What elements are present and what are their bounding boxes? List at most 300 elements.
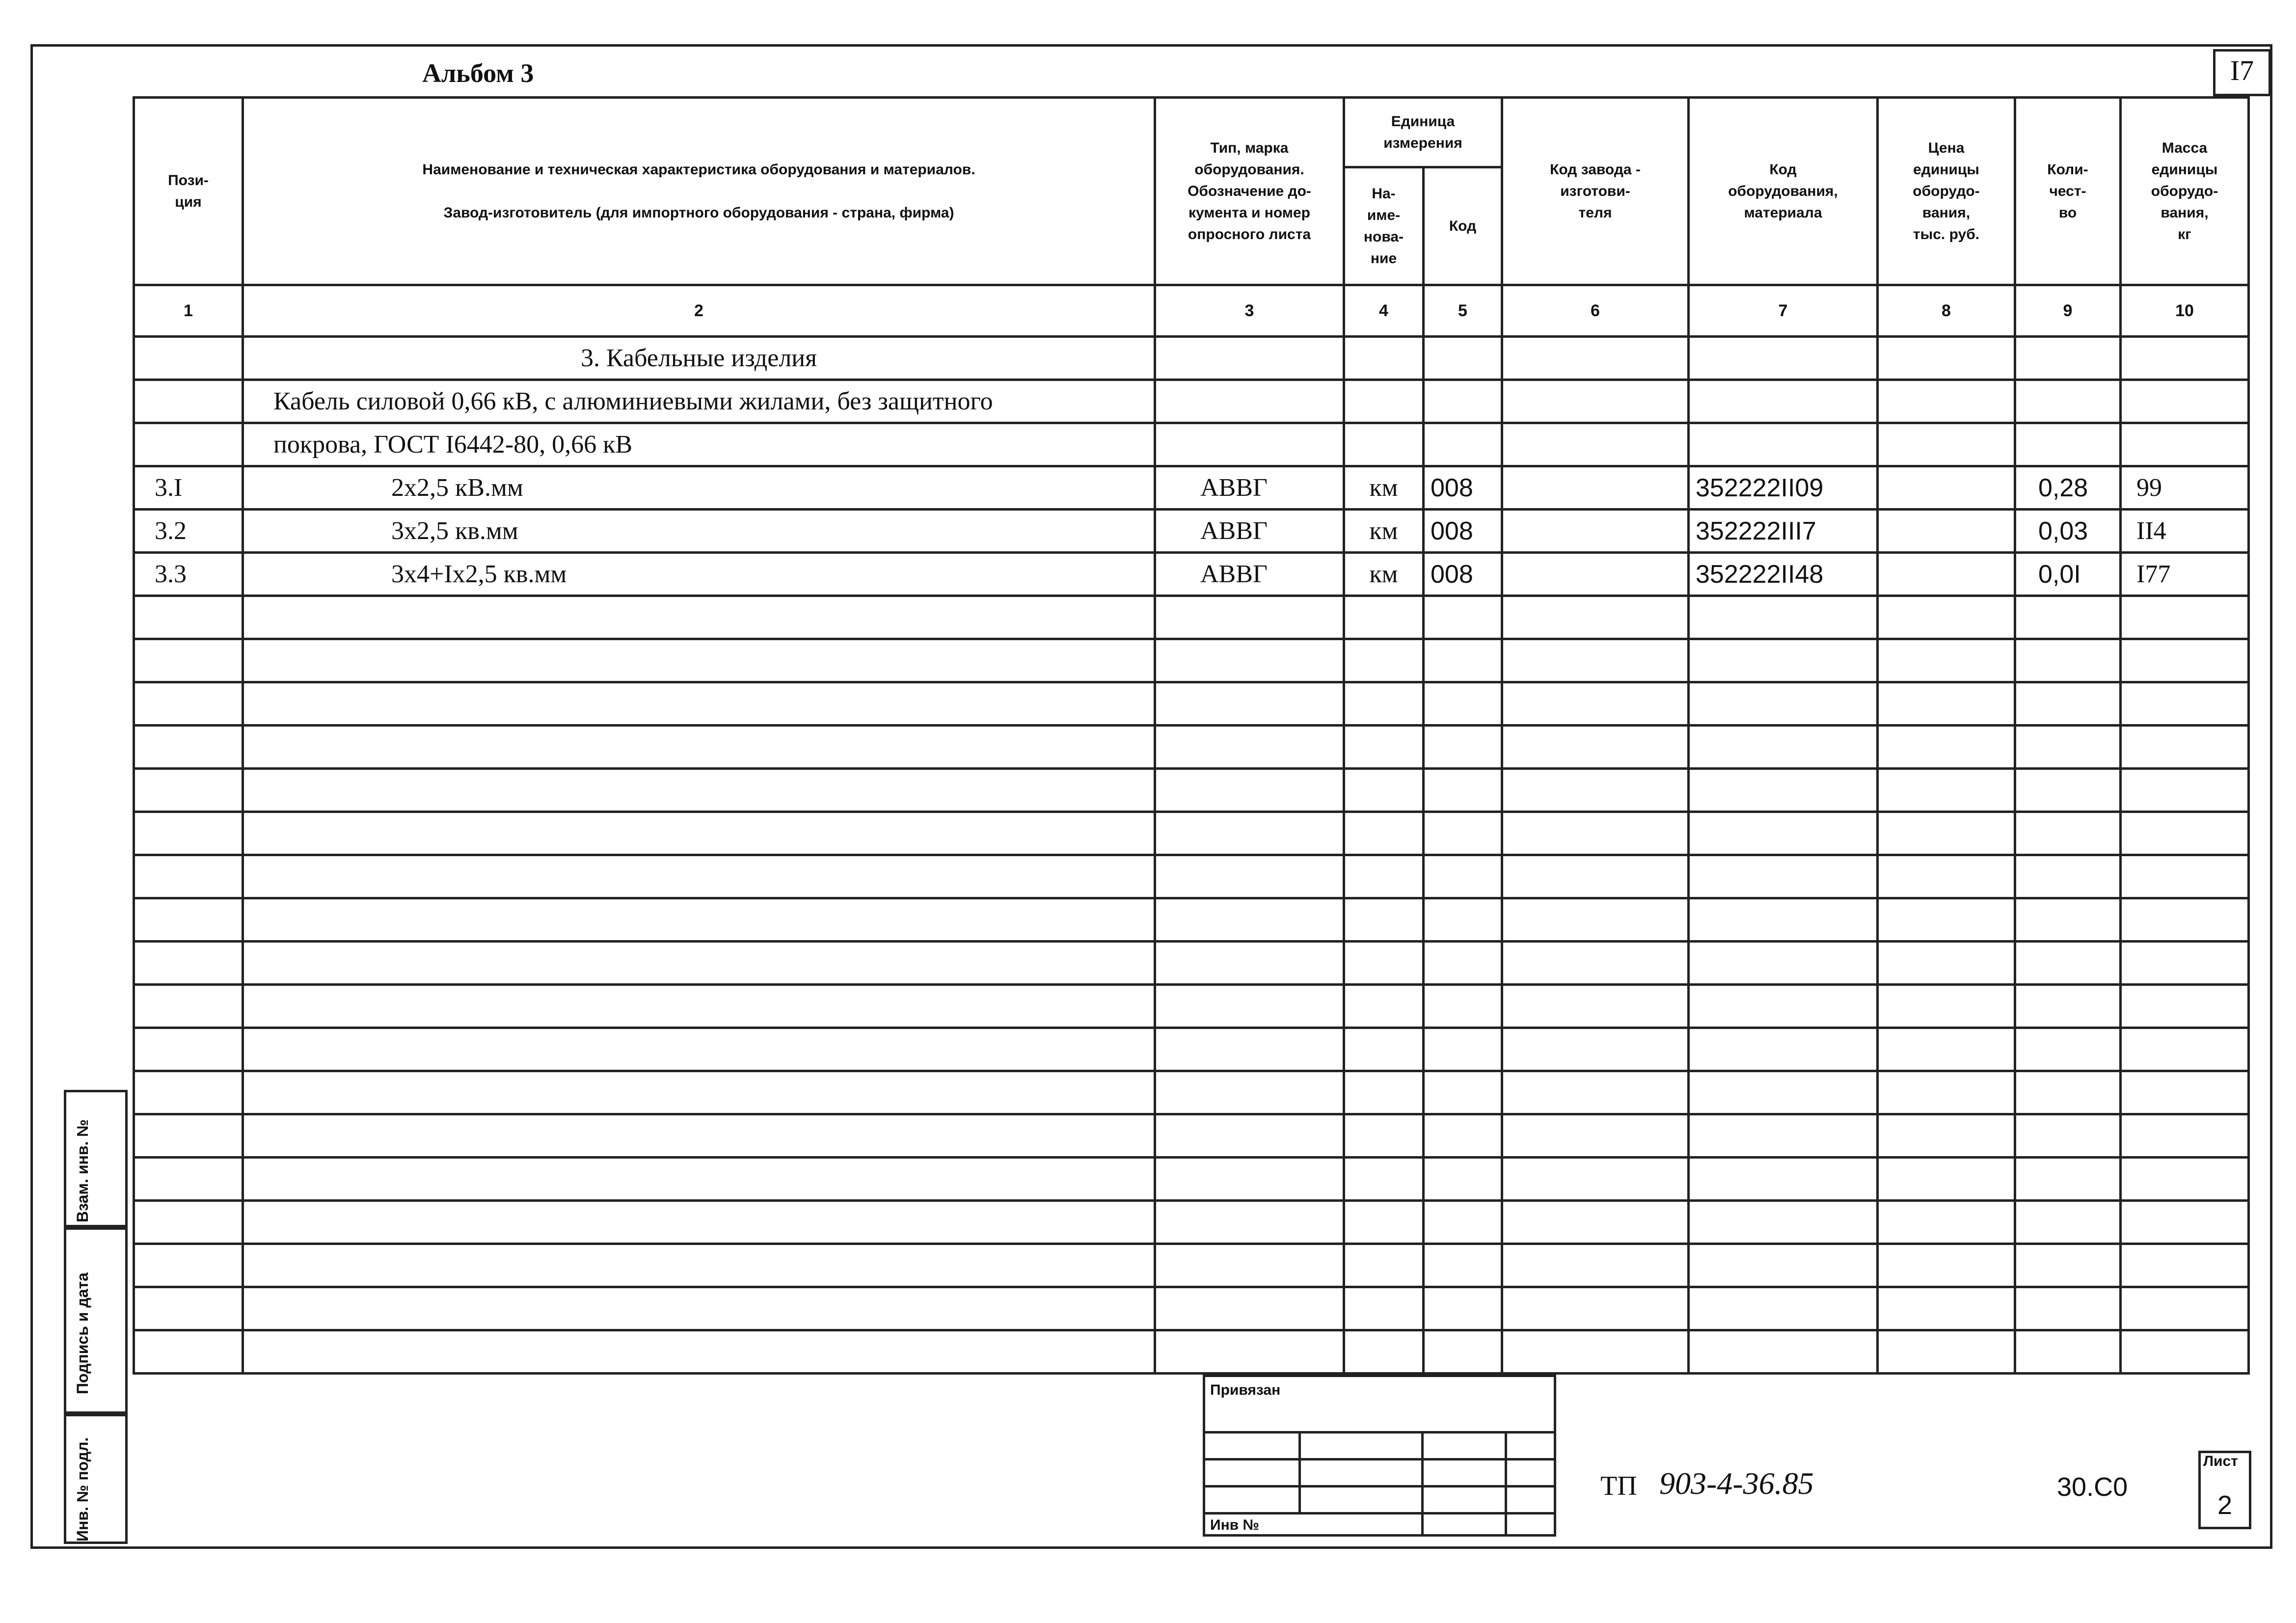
empty-cell <box>2121 682 2249 726</box>
empty-cell <box>1155 639 1344 682</box>
empty-cell <box>1344 726 1424 769</box>
empty-cell <box>1424 1071 1502 1114</box>
empty-cell <box>1689 726 1878 769</box>
empty-cell <box>1689 639 1878 682</box>
column-number: 3 <box>1155 285 1344 337</box>
empty-cell <box>1878 1201 2015 1244</box>
empty-cell <box>1502 985 1689 1028</box>
empty-cell <box>134 682 243 726</box>
cell-quantity <box>2015 380 2121 423</box>
table-row <box>134 466 2249 510</box>
empty-cell <box>1689 985 1878 1028</box>
cell-type <box>1155 380 1344 423</box>
empty-cell <box>134 942 243 985</box>
empty-cell <box>1689 812 1878 855</box>
cell-factory-code <box>1502 510 1689 553</box>
column-number: 5 <box>1424 285 1502 337</box>
empty-cell <box>1424 1287 1502 1330</box>
header-quantity: Коли- чест- во <box>2015 98 2121 285</box>
cell-name: 2х2,5 кВ.мм <box>243 466 1155 510</box>
empty-cell <box>1344 639 1424 682</box>
header-mass: Масса единицы оборудо- вания, кг <box>2121 98 2249 285</box>
cell-material-code <box>1689 423 1878 466</box>
column-number: 10 <box>2121 285 2249 337</box>
empty-cell <box>1502 898 1689 942</box>
empty-cell <box>1878 596 2015 639</box>
empty-cell <box>1502 1287 1689 1330</box>
empty-cell <box>2121 812 2249 855</box>
column-number: 6 <box>1502 285 1689 337</box>
column-number: 1 <box>134 285 243 337</box>
empty-cell <box>1424 1158 1502 1201</box>
cell-name: 3. Кабельные изделия <box>243 337 1155 380</box>
empty-cell <box>1878 985 2015 1028</box>
empty-cell <box>243 1114 1155 1158</box>
empty-cell <box>1689 1071 1878 1114</box>
cell-type: АВВГ <box>1155 510 1344 553</box>
empty-cell <box>134 1201 243 1244</box>
empty-cell <box>1878 1244 2015 1287</box>
empty-cell <box>1155 596 1344 639</box>
empty-cell <box>1502 1201 1689 1244</box>
empty-row <box>134 596 2249 639</box>
column-number-row <box>134 285 2249 337</box>
cell-position: 3.2 <box>134 510 243 553</box>
empty-cell <box>1689 1201 1878 1244</box>
empty-cell <box>1502 1158 1689 1201</box>
cell-position: 3.I <box>134 466 243 510</box>
empty-row <box>134 855 2249 898</box>
cell-quantity: 0,0I <box>2015 553 2121 596</box>
corner-number: I7 <box>2230 54 2254 86</box>
empty-cell <box>1344 1158 1424 1201</box>
cell-unit-code: 008 <box>1424 466 1502 510</box>
empty-cell <box>1878 1071 2015 1114</box>
empty-cell <box>2121 639 2249 682</box>
header-factory-code: Код завода - изготови- теля <box>1502 98 1689 285</box>
empty-cell <box>2121 855 2249 898</box>
empty-cell <box>2015 639 2121 682</box>
specification-body <box>134 337 2249 1374</box>
empty-cell <box>243 1201 1155 1244</box>
empty-cell <box>2015 726 2121 769</box>
empty-cell <box>1502 1071 1689 1114</box>
empty-cell <box>1155 769 1344 812</box>
empty-cell <box>2015 769 2121 812</box>
cell-type <box>1155 423 1344 466</box>
empty-row <box>134 942 2249 985</box>
empty-cell <box>1424 726 1502 769</box>
empty-cell <box>1155 1114 1344 1158</box>
empty-cell <box>134 1028 243 1071</box>
cell-type <box>1155 337 1344 380</box>
empty-cell <box>134 812 243 855</box>
empty-cell <box>1689 898 1878 942</box>
cell-mass: 99 <box>2121 466 2249 510</box>
cell-price <box>1878 380 2015 423</box>
empty-cell <box>134 1071 243 1114</box>
empty-row <box>134 1201 2249 1244</box>
empty-cell <box>1155 726 1344 769</box>
tp-code: 903-4-36.85 <box>1659 1466 1814 1501</box>
empty-cell <box>1424 1201 1502 1244</box>
empty-row <box>134 1330 2249 1374</box>
cell-price <box>1878 466 2015 510</box>
empty-cell <box>1344 942 1424 985</box>
empty-cell <box>1689 682 1878 726</box>
cell-unit-code: 008 <box>1424 553 1502 596</box>
cell-material-code: 352222II48 <box>1689 553 1878 596</box>
empty-cell <box>1689 1114 1878 1158</box>
empty-cell <box>2015 1114 2121 1158</box>
cell-material-code: 352222III7 <box>1689 510 1878 553</box>
table-row <box>134 510 2249 553</box>
empty-cell <box>1344 1287 1424 1330</box>
empty-cell <box>2121 1330 2249 1374</box>
empty-cell <box>1155 812 1344 855</box>
table-row <box>134 337 2249 380</box>
empty-cell <box>1689 855 1878 898</box>
empty-cell <box>1878 1158 2015 1201</box>
empty-cell <box>1878 682 2015 726</box>
cell-quantity: 0,28 <box>2015 466 2121 510</box>
empty-cell <box>1878 769 2015 812</box>
empty-cell <box>1424 1244 1502 1287</box>
cell-material-code <box>1689 337 1878 380</box>
cell-price <box>1878 553 2015 596</box>
empty-cell <box>1502 1114 1689 1158</box>
empty-cell <box>243 1244 1155 1287</box>
empty-row <box>134 682 2249 726</box>
empty-row <box>134 1287 2249 1330</box>
empty-cell <box>1689 596 1878 639</box>
empty-cell <box>1689 1244 1878 1287</box>
cell-mass <box>2121 380 2249 423</box>
empty-cell <box>2015 682 2121 726</box>
header-position: Пози- ция <box>134 98 243 285</box>
header-unit-group: Единица измерения <box>1344 98 1502 167</box>
cell-position <box>134 380 243 423</box>
empty-cell <box>2015 1071 2121 1114</box>
cell-position <box>134 423 243 466</box>
empty-cell <box>1878 726 2015 769</box>
cell-quantity <box>2015 423 2121 466</box>
empty-cell <box>243 855 1155 898</box>
cell-factory-code <box>1502 553 1689 596</box>
header-name: Наименование и техническая характеристика оборудования и материалов. Завод-изготовитель (для импортного оборудования - страна, фирма) <box>243 98 1155 285</box>
empty-cell <box>1689 1330 1878 1374</box>
cell-quantity: 0,03 <box>2015 510 2121 553</box>
cell-name: 3х4+Iх2,5 кв.мм <box>243 553 1155 596</box>
empty-cell <box>1344 1071 1424 1114</box>
empty-cell <box>2015 1028 2121 1071</box>
empty-cell <box>2121 1201 2249 1244</box>
cell-factory-code <box>1502 337 1689 380</box>
cell-quantity <box>2015 337 2121 380</box>
empty-cell <box>1502 639 1689 682</box>
empty-cell <box>1502 769 1689 812</box>
empty-cell <box>1502 812 1689 855</box>
empty-cell <box>1344 1028 1424 1071</box>
stamp-privyazan: Привязан <box>1210 1382 1281 1398</box>
empty-cell <box>1424 639 1502 682</box>
sheet-number: 2 <box>2217 1490 2233 1520</box>
cell-position <box>134 337 243 380</box>
empty-row <box>134 985 2249 1028</box>
cell-price <box>1878 510 2015 553</box>
empty-cell <box>1344 769 1424 812</box>
empty-cell <box>1155 942 1344 985</box>
empty-cell <box>243 942 1155 985</box>
empty-cell <box>1344 985 1424 1028</box>
header-material-code: Код оборудования, материала <box>1689 98 1878 285</box>
empty-cell <box>1878 855 2015 898</box>
cell-unit-code: 008 <box>1424 510 1502 553</box>
empty-cell <box>2121 1028 2249 1071</box>
column-number: 7 <box>1689 285 1878 337</box>
empty-cell <box>2015 596 2121 639</box>
empty-cell <box>243 726 1155 769</box>
empty-row <box>134 726 2249 769</box>
empty-cell <box>1424 682 1502 726</box>
empty-cell <box>1424 985 1502 1028</box>
empty-cell <box>243 1287 1155 1330</box>
empty-cell <box>243 1158 1155 1201</box>
empty-cell <box>1155 682 1344 726</box>
column-number: 8 <box>1878 285 2015 337</box>
cell-unit-code <box>1424 337 1502 380</box>
table-row <box>134 423 2249 466</box>
empty-cell <box>134 726 243 769</box>
empty-cell <box>1878 1028 2015 1071</box>
empty-cell <box>1344 682 1424 726</box>
empty-cell <box>2015 1201 2121 1244</box>
empty-cell <box>2121 898 2249 942</box>
album-title: Альбом 3 <box>422 58 534 88</box>
empty-row <box>134 1028 2249 1071</box>
empty-row <box>134 898 2249 942</box>
cell-unit-code <box>1424 423 1502 466</box>
empty-cell <box>1155 1244 1344 1287</box>
empty-cell <box>1155 1071 1344 1114</box>
stamp-inv-no: Инв № <box>1210 1517 1259 1533</box>
column-number: 4 <box>1344 285 1424 337</box>
empty-row <box>134 639 2249 682</box>
empty-cell <box>1424 855 1502 898</box>
empty-row <box>134 1071 2249 1114</box>
empty-cell <box>2121 726 2249 769</box>
empty-cell <box>243 812 1155 855</box>
empty-cell <box>1502 596 1689 639</box>
empty-cell <box>2121 769 2249 812</box>
cell-name: покрова, ГОСТ I6442-80, 0,66 кВ <box>243 423 1155 466</box>
table-row <box>134 553 2249 596</box>
cell-unit <box>1344 380 1424 423</box>
cell-unit: км <box>1344 553 1424 596</box>
cell-type: АВВГ <box>1155 466 1344 510</box>
cell-material-code: 352222II09 <box>1689 466 1878 510</box>
cell-mass <box>2121 337 2249 380</box>
empty-cell <box>243 596 1155 639</box>
header-unit-name: На- име- нова- ние <box>1344 167 1424 285</box>
empty-cell <box>1689 1028 1878 1071</box>
empty-cell <box>2015 985 2121 1028</box>
cell-mass: II4 <box>2121 510 2249 553</box>
cell-unit: км <box>1344 466 1424 510</box>
empty-cell <box>243 898 1155 942</box>
empty-cell <box>1344 1201 1424 1244</box>
empty-cell <box>1155 985 1344 1028</box>
empty-cell <box>134 639 243 682</box>
empty-cell <box>1344 812 1424 855</box>
cell-mass: I77 <box>2121 553 2249 596</box>
empty-cell <box>134 769 243 812</box>
cell-material-code <box>1689 380 1878 423</box>
empty-cell <box>1689 1287 1878 1330</box>
side-label-podpis: Подпись и дата <box>74 1272 91 1394</box>
empty-row <box>134 1158 2249 1201</box>
cell-unit-code <box>1424 380 1502 423</box>
empty-row <box>134 1244 2249 1287</box>
empty-cell <box>2015 1330 2121 1374</box>
empty-cell <box>243 985 1155 1028</box>
empty-cell <box>1502 942 1689 985</box>
empty-cell <box>1344 596 1424 639</box>
empty-cell <box>1424 769 1502 812</box>
empty-cell <box>1689 1158 1878 1201</box>
empty-cell <box>1878 639 2015 682</box>
cell-name: Кабель силовой 0,66 кВ, с алюминиевыми жилами, без защитного <box>243 380 1155 423</box>
empty-cell <box>1878 812 2015 855</box>
empty-cell <box>1155 1028 1344 1071</box>
empty-cell <box>1502 1028 1689 1071</box>
empty-cell <box>2015 855 2121 898</box>
empty-cell <box>134 898 243 942</box>
empty-cell <box>243 769 1155 812</box>
empty-cell <box>1878 1287 2015 1330</box>
empty-cell <box>2121 942 2249 985</box>
empty-cell <box>2015 942 2121 985</box>
empty-cell <box>1424 1114 1502 1158</box>
empty-cell <box>1344 898 1424 942</box>
empty-cell <box>243 1071 1155 1114</box>
empty-cell <box>2121 985 2249 1028</box>
cell-price <box>1878 423 2015 466</box>
empty-cell <box>1502 682 1689 726</box>
empty-cell <box>1155 1287 1344 1330</box>
empty-row <box>134 1114 2249 1158</box>
empty-cell <box>1344 1330 1424 1374</box>
empty-cell <box>1502 726 1689 769</box>
empty-cell <box>1344 1244 1424 1287</box>
empty-cell <box>1424 812 1502 855</box>
empty-cell <box>1878 898 2015 942</box>
empty-cell <box>243 682 1155 726</box>
header-type: Тип, марка оборудования. Обозначение до- кумента и номер опросного листа <box>1155 98 1344 285</box>
column-number: 9 <box>2015 285 2121 337</box>
tp-label: ТП <box>1600 1471 1637 1501</box>
empty-row <box>134 769 2249 812</box>
empty-cell <box>134 1287 243 1330</box>
sheet-code: 30.С0 <box>2057 1472 2128 1502</box>
empty-cell <box>2015 1287 2121 1330</box>
empty-cell <box>2121 1244 2249 1287</box>
empty-cell <box>1424 596 1502 639</box>
empty-cell <box>134 985 243 1028</box>
empty-cell <box>2121 1158 2249 1201</box>
empty-cell <box>2121 1287 2249 1330</box>
empty-cell <box>1344 1114 1424 1158</box>
empty-cell <box>2015 1158 2121 1201</box>
column-number: 2 <box>243 285 1155 337</box>
cell-unit: км <box>1344 510 1424 553</box>
empty-cell <box>2015 812 2121 855</box>
empty-cell <box>1689 942 1878 985</box>
empty-cell <box>1878 942 2015 985</box>
empty-cell <box>1424 1028 1502 1071</box>
header-unit-code: Код <box>1424 167 1502 285</box>
cell-factory-code <box>1502 466 1689 510</box>
empty-cell <box>2015 1244 2121 1287</box>
cell-type: АВВГ <box>1155 553 1344 596</box>
side-label-vzam: Взам. инв. № <box>74 1119 91 1222</box>
empty-cell <box>1502 1244 1689 1287</box>
cell-position: 3.3 <box>134 553 243 596</box>
empty-cell <box>1155 1330 1344 1374</box>
sheet-label: Лист <box>2203 1453 2238 1469</box>
empty-cell <box>243 1330 1155 1374</box>
empty-cell <box>1155 855 1344 898</box>
empty-cell <box>1344 855 1424 898</box>
cell-name: 3х2,5 кв.мм <box>243 510 1155 553</box>
empty-cell <box>1424 942 1502 985</box>
cell-unit <box>1344 337 1424 380</box>
empty-cell <box>1155 898 1344 942</box>
empty-cell <box>2015 898 2121 942</box>
empty-cell <box>134 855 243 898</box>
empty-cell <box>2121 596 2249 639</box>
cell-unit <box>1344 423 1424 466</box>
cell-factory-code <box>1502 423 1689 466</box>
empty-cell <box>243 639 1155 682</box>
specification-table <box>133 96 2250 1375</box>
empty-cell <box>1878 1114 2015 1158</box>
empty-cell <box>134 1114 243 1158</box>
empty-cell <box>1878 1330 2015 1374</box>
cell-factory-code <box>1502 380 1689 423</box>
table-row <box>134 380 2249 423</box>
empty-cell <box>134 1330 243 1374</box>
empty-cell <box>134 596 243 639</box>
cell-price <box>1878 337 2015 380</box>
empty-cell <box>2121 1114 2249 1158</box>
header-price: Цена единицы оборудо- вания, тыс. руб. <box>1878 98 2015 285</box>
empty-cell <box>2121 1071 2249 1114</box>
empty-cell <box>1424 1330 1502 1374</box>
empty-row <box>134 812 2249 855</box>
empty-cell <box>134 1244 243 1287</box>
empty-cell <box>243 1028 1155 1071</box>
binding-stamp <box>1203 1375 1556 1537</box>
empty-cell <box>1424 898 1502 942</box>
empty-cell <box>1502 1330 1689 1374</box>
empty-cell <box>1689 769 1878 812</box>
side-label-inv-podl: Инв. № подл. <box>74 1437 91 1542</box>
empty-cell <box>134 1158 243 1201</box>
empty-cell <box>1155 1201 1344 1244</box>
cell-mass <box>2121 423 2249 466</box>
empty-cell <box>1502 855 1689 898</box>
